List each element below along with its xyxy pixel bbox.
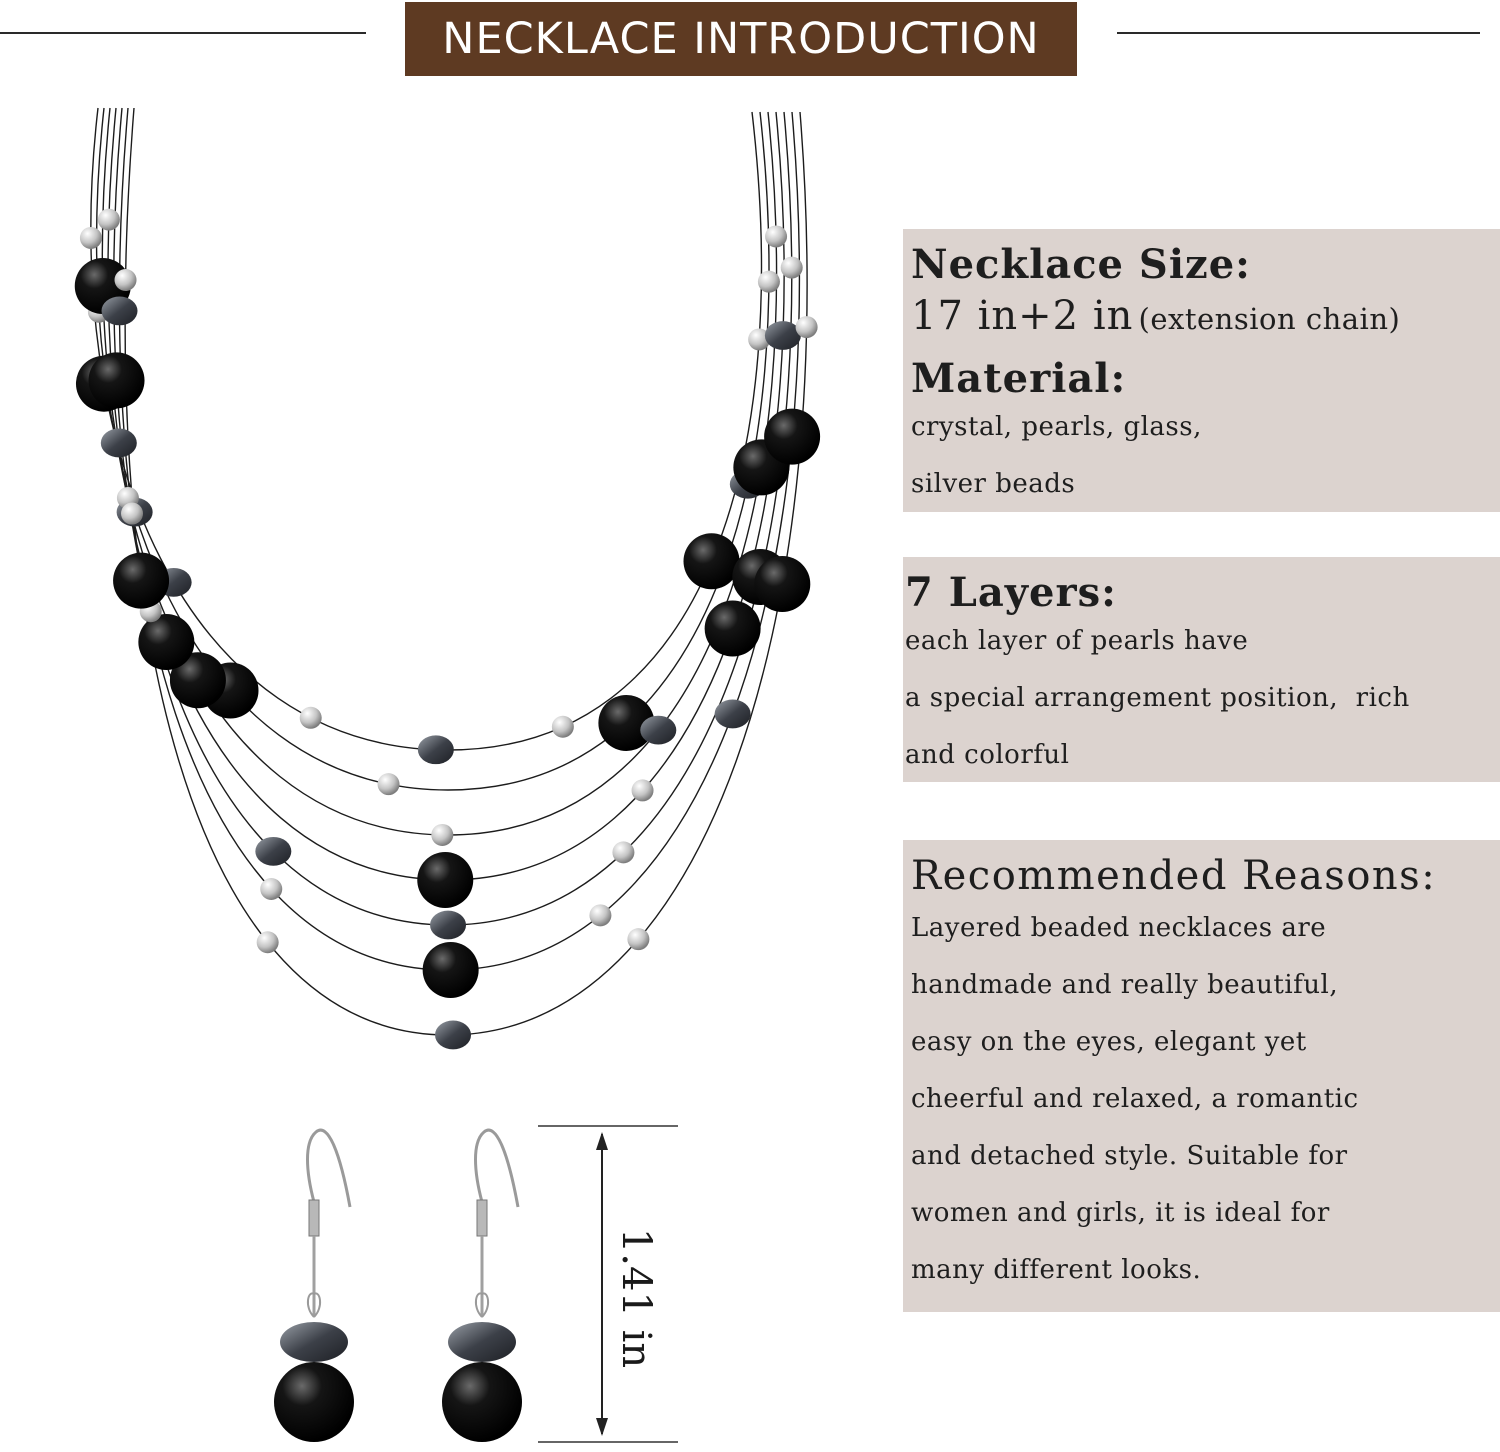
- silver-bead: [589, 904, 611, 926]
- crystal-bead: [418, 735, 454, 764]
- layers-heading: 7 Layers:: [905, 569, 1117, 616]
- material-line: crystal, pearls, glass,: [911, 412, 1202, 442]
- silver-bead: [121, 503, 143, 525]
- size-value: 17 in+2 in: [911, 293, 1134, 339]
- earring-left: [274, 1130, 354, 1442]
- silver-bead: [431, 824, 453, 846]
- size-heading: Necklace Size:: [911, 241, 1251, 288]
- silver-bead: [115, 269, 137, 291]
- silver-bead: [781, 257, 803, 279]
- necklace-strand: [114, 108, 792, 925]
- reasons-panel: [903, 840, 1500, 1312]
- layers-panel: [903, 557, 1500, 782]
- crystal-bead: [435, 1021, 471, 1050]
- crystal-bead: [255, 837, 291, 866]
- reasons-line: and detached style. Suitable for: [911, 1141, 1348, 1171]
- silver-bead: [260, 878, 282, 900]
- size-note: (extension chain): [1138, 302, 1401, 336]
- crystal-bead: [715, 700, 751, 729]
- silver-bead: [632, 779, 654, 801]
- black-pearl: [423, 942, 479, 998]
- black-pearl: [705, 601, 761, 657]
- reasons-line: Layered beaded necklaces are: [911, 913, 1327, 943]
- black-pearl: [417, 852, 473, 908]
- reasons-line: women and girls, it is ideal for: [911, 1198, 1330, 1228]
- black-pearl: [113, 553, 169, 609]
- page-title: NECKLACE INTRODUCTION: [405, 2, 1077, 76]
- black-pearl: [138, 614, 194, 670]
- material-line: silver beads: [911, 469, 1076, 499]
- silver-bead: [80, 227, 102, 249]
- black-pearl: [683, 533, 739, 589]
- layers-line: a special arrangement position, rich: [905, 683, 1410, 713]
- silver-bead: [627, 928, 649, 950]
- silver-bead: [378, 773, 400, 795]
- crystal-bead: [640, 716, 676, 745]
- black-pearl: [89, 352, 145, 408]
- silver-bead: [257, 931, 279, 953]
- reasons-heading: Recommended Reasons:: [911, 853, 1437, 899]
- silver-bead: [765, 225, 787, 247]
- silver-bead: [612, 841, 634, 863]
- crystal-bead: [102, 297, 138, 326]
- crystal-bead: [765, 321, 801, 350]
- silver-bead: [98, 209, 120, 231]
- header-left-rule: [0, 32, 366, 34]
- material-heading: Material:: [911, 355, 1127, 402]
- size-material-panel: [903, 229, 1500, 512]
- reasons-line: cheerful and relaxed, a romantic: [911, 1084, 1359, 1114]
- reasons-line: easy on the eyes, elegant yet: [911, 1027, 1307, 1057]
- silver-bead: [300, 707, 322, 729]
- reasons-line: handmade and really beautiful,: [911, 970, 1339, 1000]
- silver-bead: [758, 271, 780, 293]
- silver-bead: [552, 716, 574, 738]
- layers-line: and colorful: [905, 740, 1070, 770]
- earring-length-label: 1.41 in: [613, 1227, 659, 1369]
- earring-right: [442, 1130, 522, 1442]
- crystal-bead: [430, 911, 466, 940]
- black-pearl: [754, 556, 810, 612]
- necklace-image: [0, 90, 900, 1170]
- black-pearl: [764, 409, 820, 465]
- size-row: [911, 293, 1400, 339]
- layers-line: each layer of pearls have: [905, 626, 1249, 656]
- dimension-bracket: [530, 1120, 690, 1450]
- silver-bead: [796, 316, 818, 338]
- reasons-line: many different looks.: [911, 1255, 1202, 1285]
- header-right-rule: [1117, 32, 1480, 34]
- crystal-bead: [101, 429, 137, 458]
